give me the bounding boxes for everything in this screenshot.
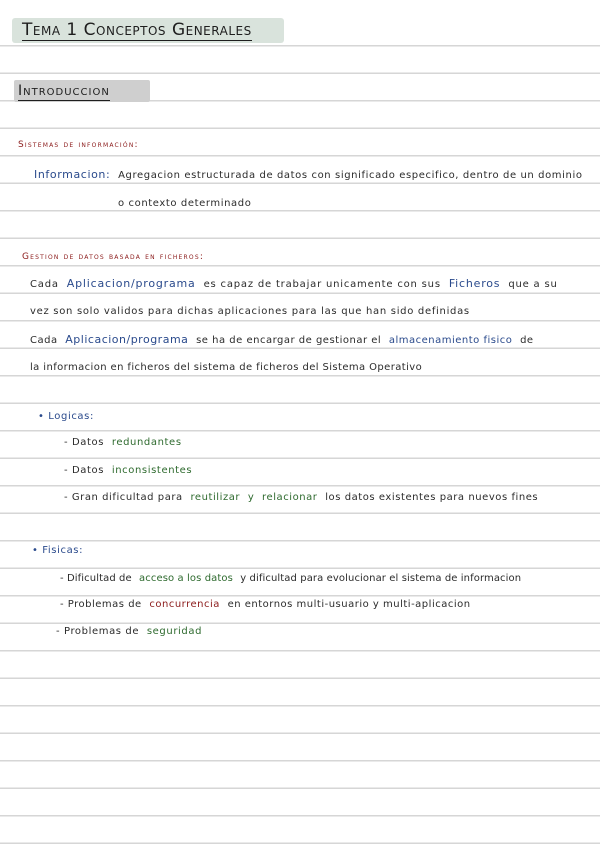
keyword-relacionar: relacionar — [262, 492, 318, 503]
text: - Dificultad de — [60, 573, 132, 584]
list-item-logicas-2 — [64, 465, 192, 476]
keyword-seguridad: seguridad — [146, 626, 203, 637]
text: - Datos — [64, 465, 105, 476]
page-title: Tema 1 Conceptos Generales — [22, 20, 252, 40]
list-item-fisicas-3 — [56, 626, 202, 637]
text: los datos existentes para nuevos fines — [325, 492, 539, 503]
text: se ha de encargar de gestionar el — [196, 335, 382, 346]
list-item-fisicas-2 — [60, 599, 471, 610]
list-item-logicas-1 — [64, 437, 182, 448]
keyword-inconsistentes: inconsistentes — [111, 465, 193, 476]
paragraph-line-1 — [30, 277, 558, 290]
text: - Datos — [64, 437, 105, 448]
label-fisicas: • Fisicas: — [32, 545, 84, 556]
text: en entornos multi-usuario y multi-aplicacion — [227, 599, 471, 610]
heading-gestion-ficheros: Gestion de datos basada en ficheros: — [22, 252, 205, 262]
list-item-logicas-3 — [64, 492, 538, 503]
definition-informacion — [34, 168, 583, 181]
list-item-fisicas-1 — [60, 573, 521, 584]
keyword-ficheros: Ficheros — [448, 277, 501, 290]
text: Cada — [30, 335, 58, 346]
text: de — [520, 335, 534, 346]
keyword-acceso-datos: acceso a los datos — [139, 573, 233, 584]
text: que a su — [508, 279, 558, 290]
text: - Problemas de — [56, 626, 140, 637]
keyword-aplicacion-programa-2: Aplicacion/programa — [65, 333, 189, 346]
heading-sistemas-informacion: Sistemas de información: — [18, 140, 139, 150]
keyword-almacenamiento-fisico: almacenamiento fisico — [388, 335, 513, 346]
keyword-reutilizar: reutilizar — [190, 492, 241, 503]
paragraph-line-3 — [30, 333, 534, 346]
text: - Gran dificultad para — [64, 492, 183, 503]
definition-line-1: Agregacion estructurada de datos con significado especifico, dentro de un dominio — [118, 170, 583, 181]
label-logicas: • Logicas: — [38, 411, 94, 422]
section-title-introduccion: Introduccion — [18, 83, 110, 99]
keyword-aplicacion-programa: Aplicacion/programa — [66, 277, 196, 290]
definition-line-2: o contexto determinado — [118, 198, 252, 209]
text: es capaz de trabajar unicamente con sus — [203, 279, 441, 290]
paragraph-line-2: vez son solo validos para dichas aplicaciones para las que han sido definidas — [30, 306, 470, 317]
paragraph-line-4: la informacion en ficheros del sistema de ficheros del Sistema Operativo — [30, 362, 423, 373]
keyword-concurrencia: concurrencia — [149, 599, 220, 610]
term-informacion: Informacion: — [34, 168, 111, 181]
keyword-redundantes: redundantes — [111, 437, 182, 448]
text: - Problemas de — [60, 599, 142, 610]
text: y dificultad para evolucionar el sistema de informacion — [240, 573, 522, 584]
text: Cada — [30, 279, 59, 290]
text: y — [247, 492, 255, 503]
